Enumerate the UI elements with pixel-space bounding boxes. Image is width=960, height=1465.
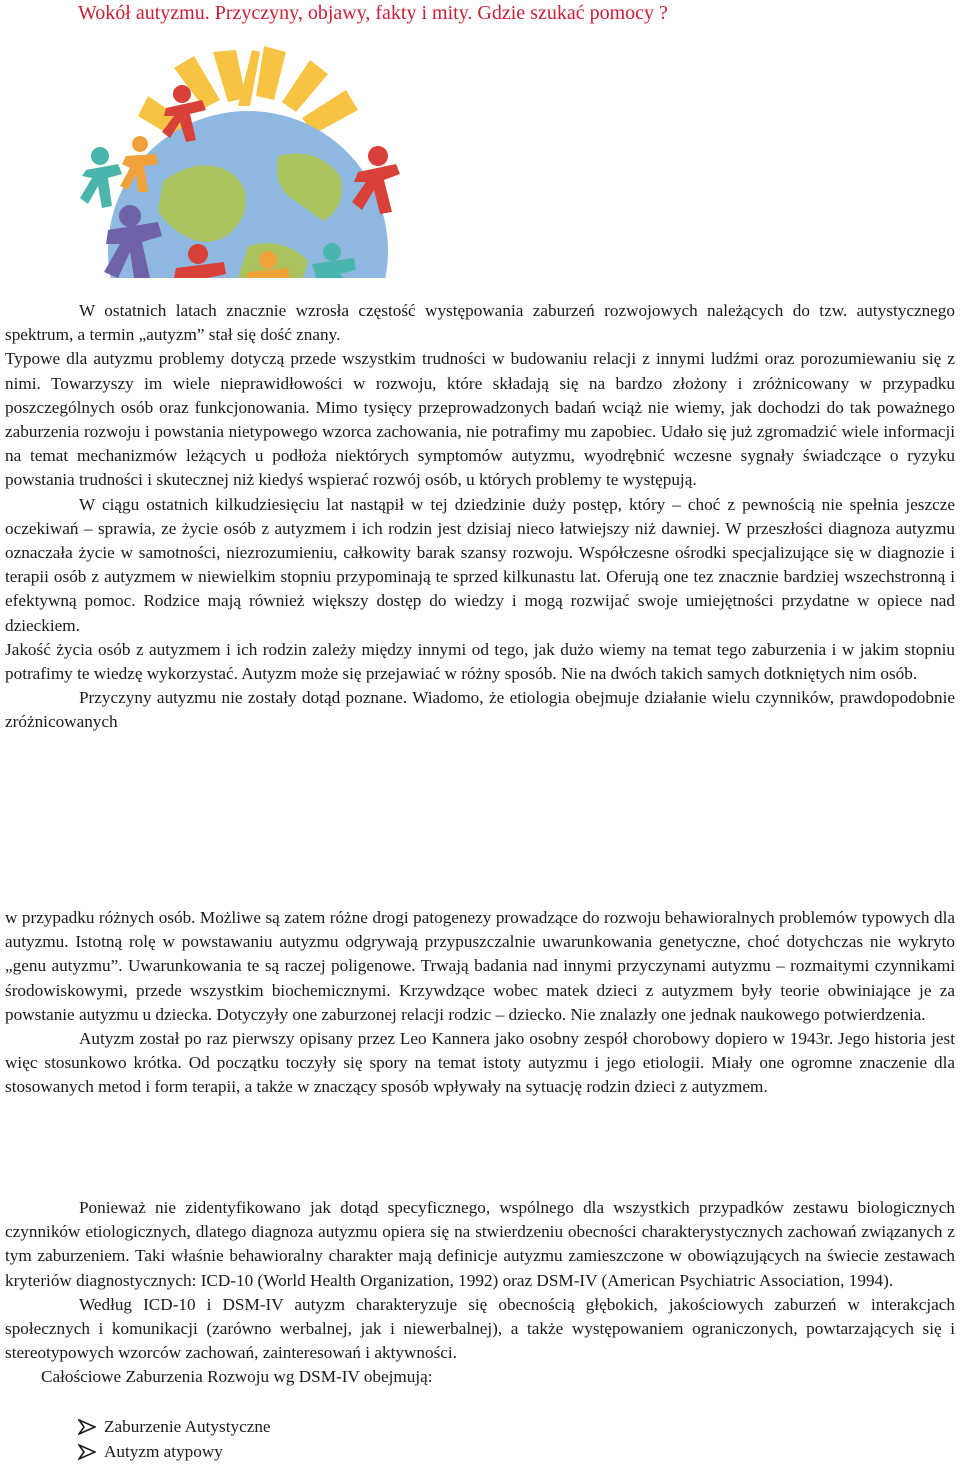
- arrow-bullet-icon: [78, 1419, 104, 1435]
- paragraph: Jakość życia osób z autyzmem i ich rodzin zależy między innymi od tego, jak dużo wiemy na temat tego zaburzenia i w jakim stopniu potrafimy te wiedzę wykorzystać. Autyzm może się przejawiać w różny sposób. Nie na dwóch takich samych dotkniętych nim osób.: [5, 639, 955, 684]
- paragraph: Typowe dla autyzmu problemy dotyczą przede wszystkim trudności w budowaniu relacji z innymi ludźmi oraz porozumiewaniu się z nimi. Towarzyszy im wiele nieprawidłowości w rozwoju, które składają się na bardzo złożony i zróżnicowany w przypadku poszczególnych osób oraz funkcjonowania. Mimo tysięcy przeprowadzonych badań wciąż nie wiemy, jak dochodzi do tak poważnego zaburzenia rozwoju i powstania nietypowego wzorca zachowania, nie potrafimy mu zapobiec. Udało się już zgromadzić wiele informacji na temat mechanizmów leżących u podłoża niektórych symptomów autyzmu, wyodrębnić wczesne sygnały świadczące o ryzyku powstania trudności i skutecznej niż kiedyś wspierać rozwój osób, u których problemy te występują.: [5, 349, 955, 490]
- paragraph: W ciągu ostatnich kilkudziesięciu lat nastąpił w tej dziedzinie duży postęp, który – choć z pewnością nie spełnia jeszcze oczekiwań – sprawia, ze życie osób z autyzmem i ich rodzin jest dzisiaj nieco łatwiejszy niż dawniej. W przeszłości diagnoza autyzmu oznaczała życie w samotności, niezrozumieniu, całkowity barak szansy rozwoju. Współczesne ośrodki specjalizujące się w diagnozie i terapii osób z autyzmem w niewielkim stopniu przypominają te sprzed kilkunastu lat. Oferują one tez znacznie bardziej wszechstronną i efektywną pomoc. Rodzice mają również większy dostęp do wiedzy i mogą rozwijać swoje umiejętności przydatne w opiece nad dzieckiem.: [5, 494, 955, 635]
- globe-with-children-icon: [78, 46, 418, 278]
- paragraph: Według ICD-10 i DSM-IV autyzm charakteryzuje się obecnością głębokich, jakościowych zaburzeń w interakcjach społecznych i komunikacji (zarówno werbalnej, jak i niewerbalnej), a także występowaniem ograniczonych, powtarzających się i stereotypowych wzorców zachowań, zainteresowań i aktywności.: [5, 1294, 955, 1363]
- list-item-label: Autyzm atypowy: [104, 1442, 223, 1461]
- text-section-1: [5, 299, 955, 735]
- list-item: [78, 1414, 271, 1439]
- text-section-3: [5, 1196, 955, 1390]
- criteria-list: [78, 1414, 271, 1464]
- paragraph: w przypadku różnych osób. Możliwe są zatem różne drogi patogenezy prowadzące do rozwoju behawioralnych problemów typowych dla autyzmu. Istotną rolę w powstawaniu autyzmu odgrywają przypuszczalnie uwarunkowania genetyczne, choć dotychczas nie wykryto „genu autyzmu”. Uwarunkowania te są raczej poligenowe. Trwają badania nad innymi przyczynami autyzmu – rozmaitymi czynnikami środowiskowymi, przede wszystkim biochemicznymi. Krzywdzące wobec matek dzieci z autyzmem były teorie obwiniające je za powstanie autyzmu u dziecka. Dotyczyły one zaburzonej relacji rodzic – dziecko. Nie znalazły one jednak naukowego potwierdzenia.: [5, 908, 955, 1024]
- paragraph: Ponieważ nie zidentyfikowano jak dotąd specyficznego, wspólnego dla wszystkich przypadków zestawu biologicznych czynników etiologicznych, dlatego diagnoza autyzmu opiera się na stwierdzeniu obecności charakterystycznych zachowań związanych z tym zaburzeniem. Taki właśnie behawioralny charakter mają definicje autyzmu zamieszczone w obowiązujących na świecie zestawach kryteriów diagnostycznych: ICD-10 (World Health Organization, 1992) oraz DSM-IV (American Psychiatric Association, 1994).: [5, 1198, 955, 1290]
- list-item: [78, 1439, 271, 1464]
- arrow-bullet-icon: [78, 1444, 104, 1460]
- paragraph: Przyczyny autyzmu nie zostały dotąd poznane. Wiadomo, że etiologia obejmuje działanie wielu czynników, prawdopodobnie zróżnicowanych: [5, 688, 955, 732]
- page-title: Wokół autyzmu. Przyczyny, objawy, fakty i mity. Gdzie szukać pomocy ?: [78, 2, 668, 24]
- list-intro: Całościowe Zaburzenia Rozwoju wg DSM-IV obejmują:: [41, 1367, 433, 1387]
- paragraph: W ostatnich latach znacznie wzrosła częstość występowania zaburzeń rozwojowych należących do tzw. autystycznego spektrum, a termin „autyzm” stał się dość znany.: [5, 301, 955, 345]
- paragraph: Autyzm został po raz pierwszy opisany przez Leo Kannera jako osobny zespół chorobowy dopiero w 1943r. Jego historia jest więc stosunkowo krótka. Od początku toczyły się spory na temat istoty autyzmu i jego etiologii. Miały one ogromne znaczenie dla stosowanych metod i form terapii, a także w znaczący sposób wpływały na sytuację rodzin dzieci z autyzmem.: [5, 1029, 955, 1097]
- text-section-2: [5, 906, 955, 1100]
- list-item-label: Zaburzenie Autystyczne: [104, 1417, 271, 1436]
